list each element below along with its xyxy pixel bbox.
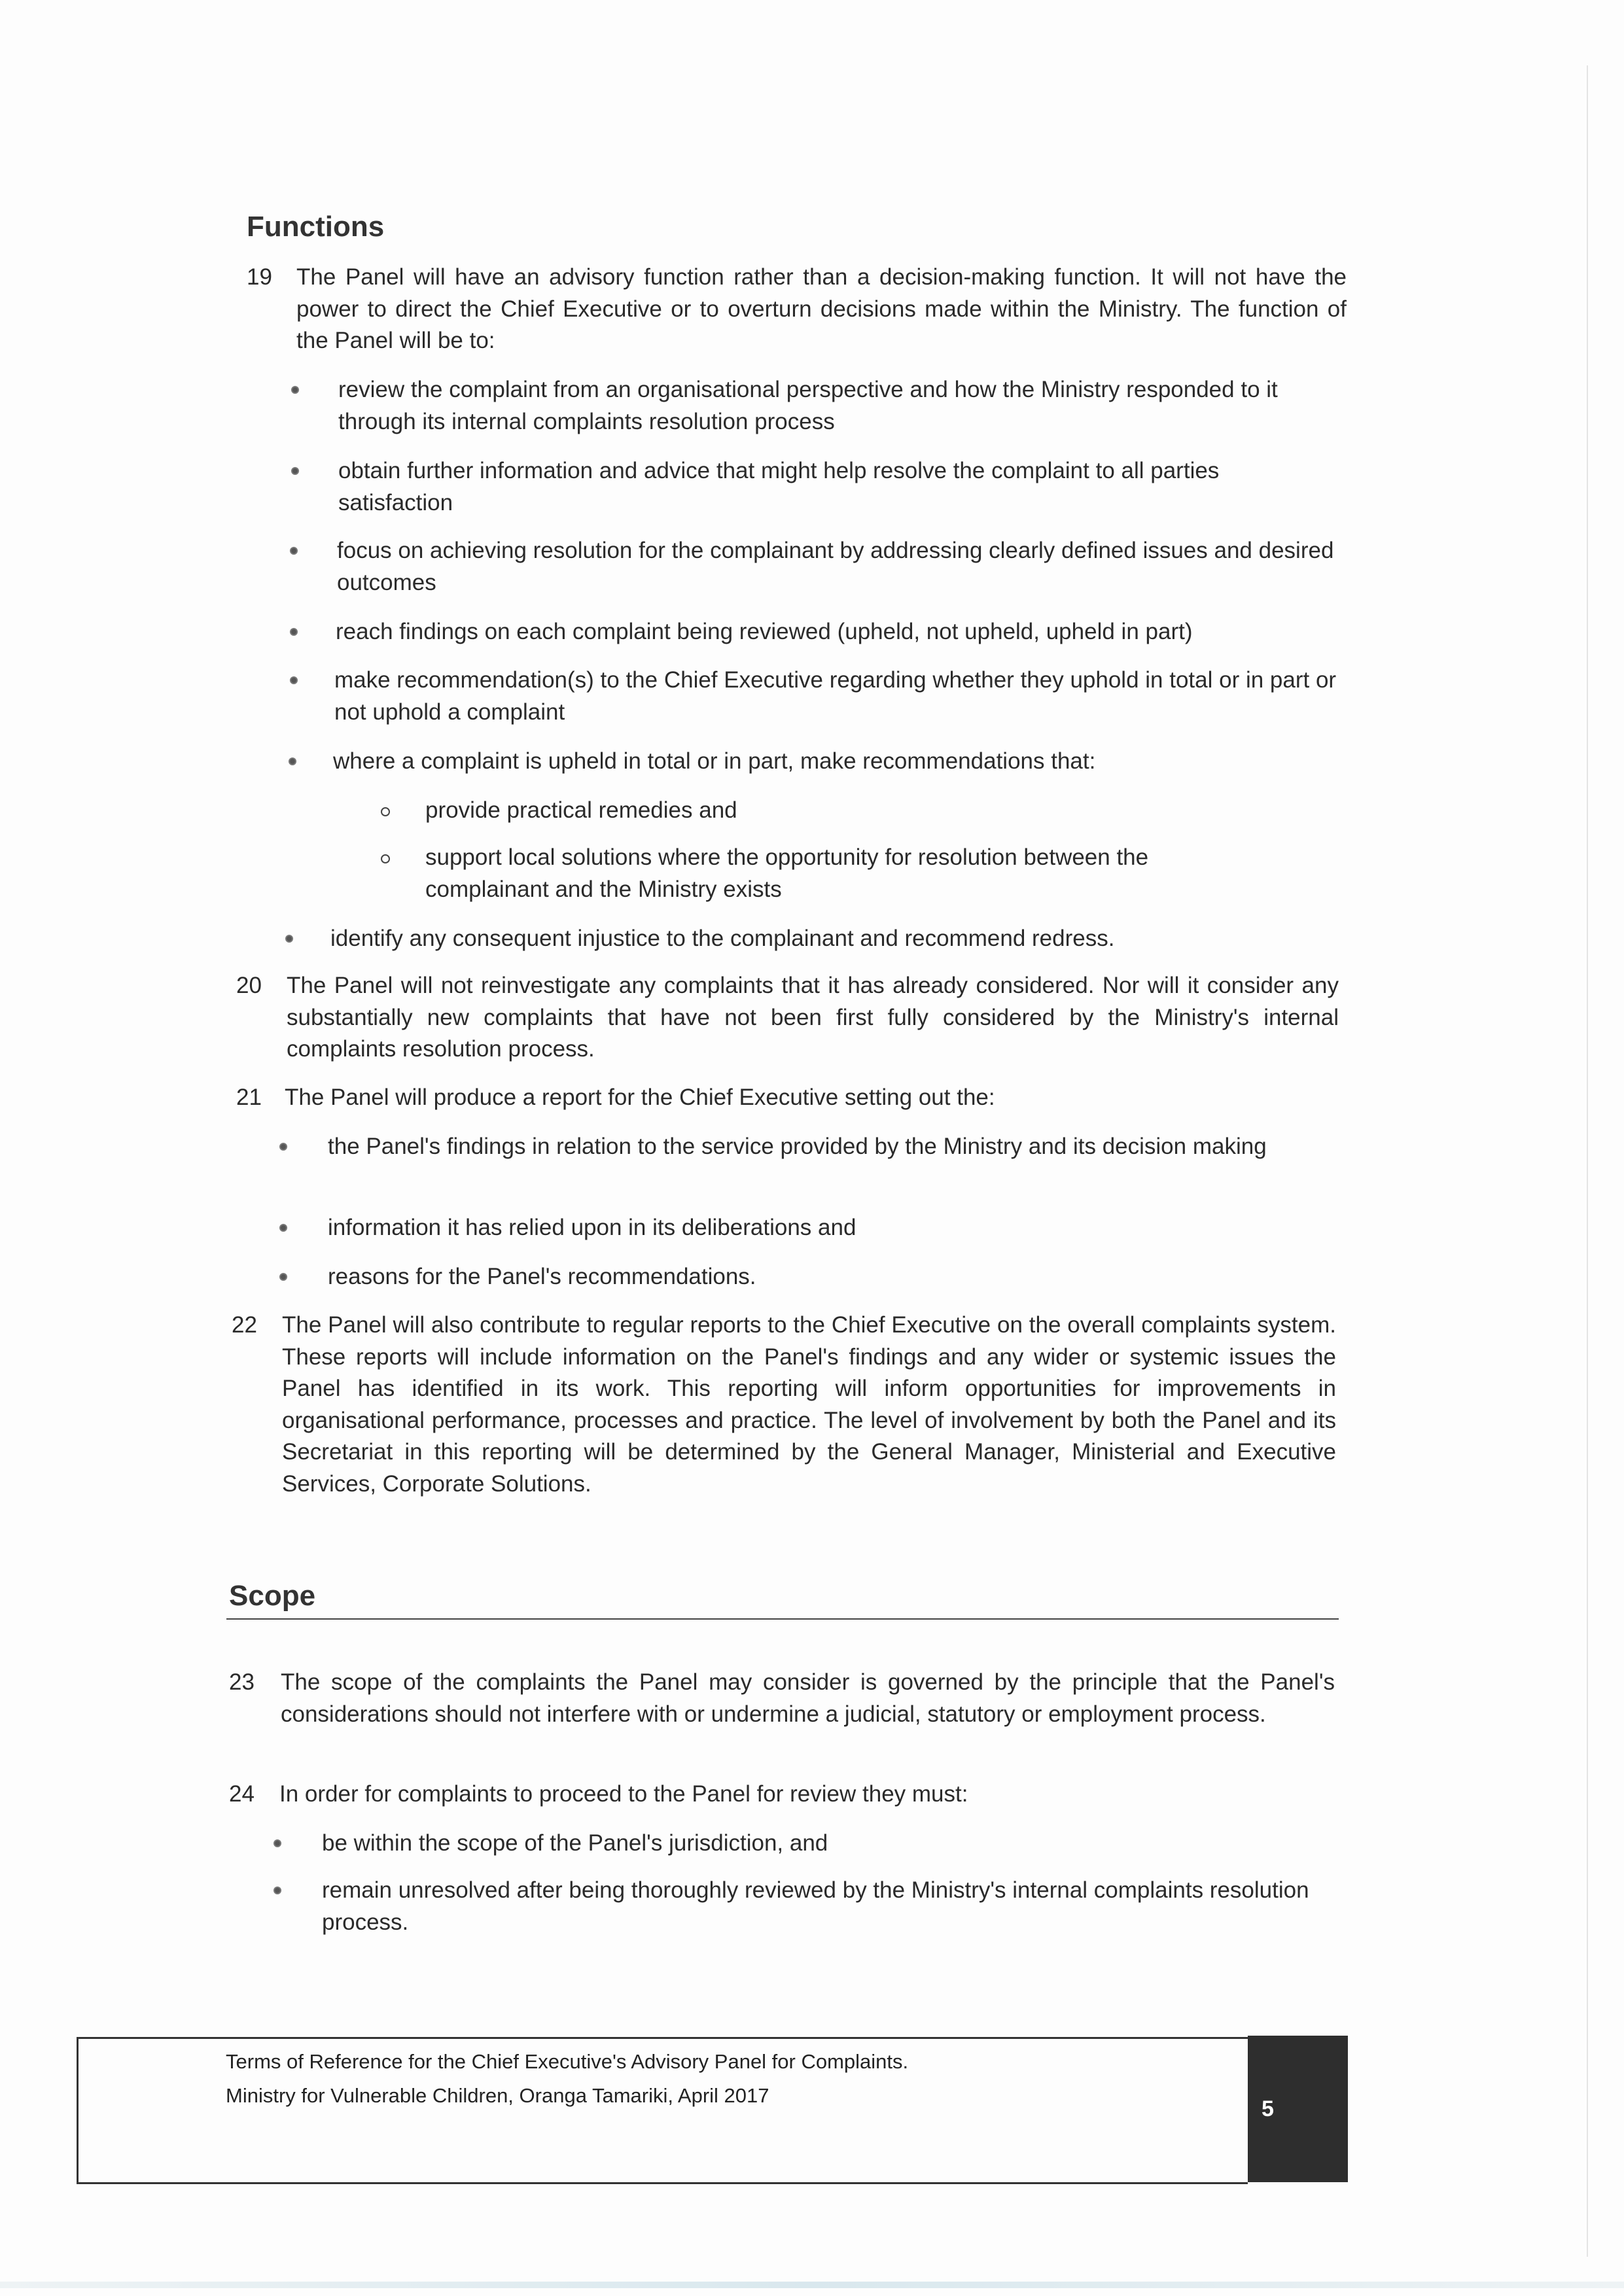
bullet-text: identify any consequent injustice to the complainant and recommend redress. <box>330 926 1115 951</box>
paragraph-number: 20 <box>236 973 262 998</box>
paragraph-number: 23 <box>229 1669 255 1695</box>
section-divider <box>226 1618 1339 1620</box>
bullet-text: where a complaint is upheld in total or in part, make recommendations that: <box>333 748 1096 774</box>
paragraph-text: The Panel will produce a report for the Chief Executive setting out the: <box>285 1085 995 1110</box>
paragraph-text: The scope of the complaints the Panel may consider is governed by the principle that the Panel's considerations should not interfere with or undermine a judicial, statutory or employment process. <box>281 1669 1335 1727</box>
sub-bullet-icon <box>381 807 390 816</box>
functions-heading: Functions <box>247 211 385 243</box>
page-number: 5 <box>1262 2096 1274 2121</box>
bullet-icon <box>274 1839 281 1847</box>
bullet-text: reach findings on each complaint being reviewed (upheld, not upheld, upheld in part) <box>336 619 1193 644</box>
paragraph-text: The Panel will not reinvestigate any complaints that it has already considered. Nor will it consider any substantially new complaints that have not been first fully considered by the Ministry's internal complaints resolution process. <box>287 973 1339 1062</box>
scope-heading: Scope <box>229 1580 316 1612</box>
paragraph-text: The Panel will have an advisory function rather than a decision-making function. It will not have the power to direct the Chief Executive or to overturn decisions made within the Ministry. The function of the Panel will be to: <box>296 264 1347 353</box>
bullet-text: focus on achieving resolution for the complainant by addressing clearly defined issues and desired outcomes <box>337 538 1334 595</box>
bullet-icon <box>279 1273 287 1281</box>
scan-edge <box>1587 65 1588 2257</box>
bullet-icon <box>291 386 299 394</box>
paragraph-number: 21 <box>236 1085 262 1110</box>
sub-bullet-icon <box>381 854 390 863</box>
bullet-icon <box>289 757 296 765</box>
bullet-icon <box>290 676 298 684</box>
paragraph-text: The Panel will also contribute to regular reports to the Chief Executive on the overall complaints system. These reports will include information on the Panel's findings and any wider or systemic issues the Panel has identified in its work. This reporting will inform opportunities for improvements in organisational performance, processes and practice. The level of involvement by both the Panel and its Secretariat in this reporting will be determined by the General Manager, Ministerial and Executive Services, Corporate Solutions. <box>282 1312 1336 1497</box>
bullet-icon <box>290 628 298 636</box>
footer-title: Terms of Reference for the Chief Executive's Advisory Panel for Complaints. <box>226 2050 909 2073</box>
bullet-text: be within the scope of the Panel's jurisdiction, and <box>322 1830 828 1856</box>
scan-streak <box>0 2282 1624 2288</box>
bullet-icon <box>279 1224 287 1232</box>
paragraph-number: 22 <box>232 1312 257 1338</box>
bullet-text: reasons for the Panel's recommendations. <box>328 1264 756 1289</box>
footer-subtitle: Ministry for Vulnerable Children, Oranga Tamariki, April 2017 <box>226 2084 769 2107</box>
bullet-icon <box>279 1143 287 1151</box>
bullet-text: remain unresolved after being thoroughly reviewed by the Ministry's internal complaints resolution process. <box>322 1877 1309 1935</box>
sub-bullet-text: provide practical remedies and <box>425 797 737 823</box>
paragraph-number: 24 <box>229 1781 255 1807</box>
bullet-text: information it has relied upon in its deliberations and <box>328 1215 856 1240</box>
bullet-icon <box>274 1887 281 1894</box>
paragraph-number: 19 <box>247 264 272 290</box>
bullet-text: make recommendation(s) to the Chief Executive regarding whether they uphold in total or in part or not uphold a complaint <box>334 667 1337 725</box>
sub-bullet-text: support local solutions where the opportunity for resolution between the complainant and the Ministry exists <box>425 844 1149 902</box>
bullet-icon <box>291 467 299 475</box>
bullet-text: obtain further information and advice that might help resolve the complaint to all parties satisfaction <box>338 458 1220 515</box>
paragraph-text: In order for complaints to proceed to the Panel for review they must: <box>279 1781 968 1807</box>
bullet-text: the Panel's findings in relation to the service provided by the Ministry and its decision making <box>328 1134 1267 1159</box>
bullet-text: review the complaint from an organisational perspective and how the Ministry responded to it through its internal complaints resolution process <box>338 377 1278 434</box>
bullet-icon <box>290 547 298 555</box>
bullet-icon <box>285 935 293 943</box>
